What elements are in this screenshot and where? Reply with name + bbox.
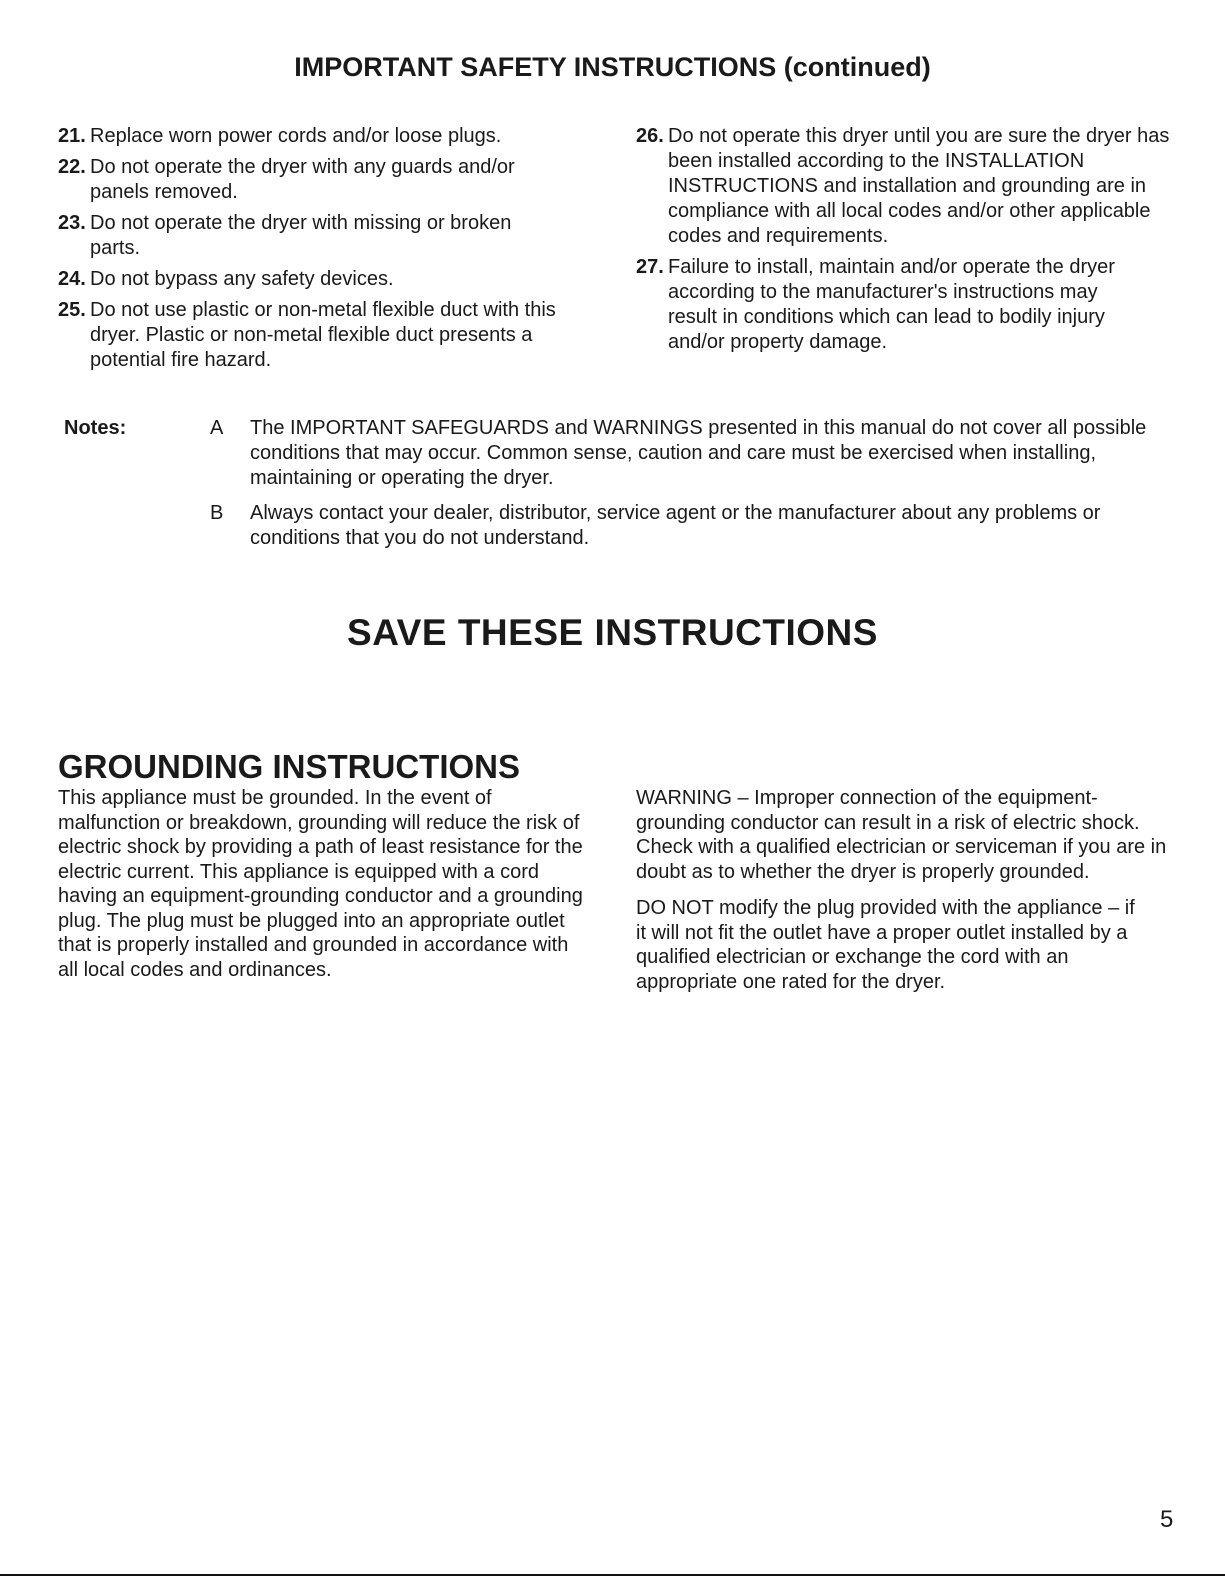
note-text: Always contact your dealer, distributor, service agent or the manufacturer about any problems or conditions that you do not understand. (250, 502, 1101, 549)
list-item (636, 255, 1176, 355)
safety-list-right (636, 124, 1176, 361)
item-number: 24. (58, 268, 86, 290)
notes-label: Notes: (64, 417, 127, 439)
save-instructions-banner: SAVE THESE INSTRUCTIONS (347, 612, 878, 653)
note-letter: B (210, 502, 224, 524)
item-text: Do not operate the dryer with any guards and/or panels removed. (90, 156, 515, 203)
item-text: Do not operate this dryer until you are sure the dryer has been installed according to the INSTALLATION INSTRUCTIONS and installation and grounding are in compliance with all local codes and/or other applicable codes and requirements. (668, 125, 1170, 247)
grounding-warnings (636, 786, 1176, 1006)
item-number: 26. (636, 125, 664, 147)
item-number: 21. (58, 125, 86, 147)
note-item (210, 501, 1170, 551)
page-title: IMPORTANT SAFETY INSTRUCTIONS (continued) (294, 52, 931, 82)
item-text: Do not bypass any safety devices. (90, 268, 394, 290)
grounding-title: GROUNDING INSTRUCTIONS (58, 748, 520, 785)
item-number: 22. (58, 156, 86, 178)
item-text: Do not use plastic or non-metal flexible duct with this dryer. Plastic or non-metal flexible duct presents a potential fire hazard. (90, 299, 556, 371)
item-number: 25. (58, 299, 86, 321)
list-item (636, 124, 1176, 249)
list-item (58, 267, 598, 292)
item-number: 23. (58, 212, 86, 234)
list-item (58, 124, 598, 149)
safety-list-left (58, 124, 598, 379)
note-letter: A (210, 417, 224, 439)
list-item (58, 298, 598, 373)
item-number: 27. (636, 256, 664, 278)
note-item (210, 416, 1170, 491)
item-text: Do not operate the dryer with missing or broken parts. (90, 212, 512, 259)
item-text: Failure to install, maintain and/or operate the dryer according to the manufacturer's instructions may result in conditions which can lead to bodily injury and/or property damage. (668, 256, 1115, 353)
list-item (58, 211, 598, 261)
list-item (58, 155, 598, 205)
modify-paragraph: DO NOT modify the plug provided with the appliance – if it will not fit the outlet have a proper outlet installed by a qualified electrician or exchange the cord with an appropriate one rated for the dryer. (636, 897, 1135, 993)
grounding-body: This appliance must be grounded. In the event of malfunction or breakdown, grounding will reduce the risk of electric shock by providing a path of least resistance for the electric current. This appliance is equipped with a cord having an equipment-grounding conductor and a grounding plug. The plug must be plugged into an appropriate outlet that is properly installed and grounded in accordance with all local codes and ordinances. (58, 787, 583, 981)
note-text: The IMPORTANT SAFEGUARDS and WARNINGS presented in this manual do not cover all possible conditions that may occur. Common sense, caution and care must be exercised when installing, maintaining or operating the dryer. (250, 417, 1147, 489)
bottom-divider (0, 1574, 1225, 1576)
page-number: 5 (1160, 1506, 1174, 1533)
warning-paragraph: WARNING – Improper connection of the equipment-grounding conductor can result in a risk of electric shock. Check with a qualified electrician or serviceman if you are in doubt as to whether the dryer is properly grounded. (636, 787, 1167, 883)
item-text: Replace worn power cords and/or loose plugs. (90, 125, 502, 147)
